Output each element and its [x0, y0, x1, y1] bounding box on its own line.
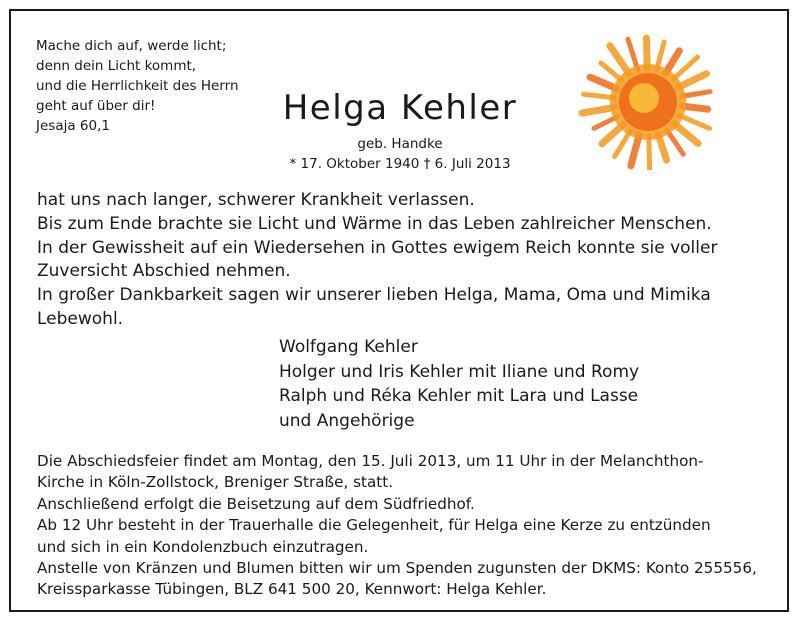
sun-ray: [674, 124, 698, 144]
sun-handprint-icon: [578, 30, 718, 170]
sun-ray: [647, 38, 648, 68]
verse-line: denn dein Licht kommt,: [36, 58, 197, 74]
verse-line: Mache dich auf, werde licht;: [36, 38, 227, 54]
notice-line: Ab 12 Uhr besteht in der Trauerhalle die Gelegenheit, für Helga eine Kerze zu entzünden: [37, 516, 711, 535]
bible-verse: [36, 36, 239, 136]
message-line: In großer Dankbarkeit sagen wir unserer lieben Helga, Mama, Oma und Mimika: [37, 285, 711, 306]
notice-line: und sich in ein Kondolenzbuch einzutragen.: [37, 537, 369, 556]
verse-reference: Jesaja 60,1: [36, 118, 110, 134]
message-line: In der Gewissheit auf ein Wiedersehen in Gottes ewigem Reich konnte sie voller: [37, 237, 718, 258]
message-line: Zuversicht Abschied nehmen.: [37, 261, 291, 282]
sun-ray: [682, 92, 711, 97]
sun-ray: [584, 94, 615, 98]
sun-ray: [590, 77, 617, 89]
sun-ray: [628, 39, 638, 70]
message-line: Lebewohl.: [37, 308, 124, 329]
sun-ray: [657, 42, 664, 69]
notice-line: Kirche in Köln-Zollstock, Breniger Straße, statt.: [37, 473, 394, 492]
notice-line: Kreissparkasse Tübingen, BLZ 641 500 20, Kennwort: Helga Kehler.: [37, 580, 547, 599]
life-dates: * 17. Oktober 1940 † 6. Juli 2013: [289, 156, 511, 172]
sun-ray: [601, 63, 622, 80]
mourner: Holger und Iris Kehler mit Iliane und Romy: [279, 361, 640, 382]
sun-core: [629, 83, 659, 113]
message-line: Bis zum Ende brachte sie Licht und Wärme in das Leben zahlreicher Menschen.: [37, 213, 712, 234]
message-line: hat uns nach langer, schwerer Krankheit verlassen.: [37, 190, 475, 210]
sun-ray: [649, 136, 650, 170]
notice-line: Anschließend erfolgt die Beisetzung auf dem Südfriedhof.: [37, 494, 475, 513]
sun-ray: [631, 135, 639, 166]
deceased-name: Helga Kehler: [282, 88, 518, 128]
mourner: und Angehörige: [279, 410, 415, 431]
sun-ray: [667, 130, 683, 154]
sun-ray: [602, 125, 623, 144]
sun-ray: [610, 46, 629, 74]
verse-line: geht auf über dir!: [36, 98, 156, 114]
sun-ray: [679, 115, 709, 128]
funeral-notice: [37, 451, 767, 601]
mourners-list: [279, 335, 639, 433]
sun-ray: [679, 74, 707, 88]
mourner: Ralph und Réka Kehler mit Lara und Lasse: [279, 386, 639, 406]
notice-line: Die Abschiedsfeier findet am Montag, den 15. Juli 2013, um 11 Uhr in der Melanchthon-: [37, 452, 704, 470]
verse-line: und die Herrlichkeit des Herrn: [36, 78, 239, 94]
mourner: Wolfgang Kehler: [279, 337, 418, 357]
sun-ray: [658, 134, 666, 160]
sun-ray: [582, 108, 615, 113]
maiden-name: geb. Handke: [357, 136, 443, 152]
notice-line: Anstelle von Kränzen und Blumen bitten wir um Spenden zugunsten der DKMS: Konto 255556,: [37, 559, 757, 578]
obituary-message: [37, 189, 767, 332]
